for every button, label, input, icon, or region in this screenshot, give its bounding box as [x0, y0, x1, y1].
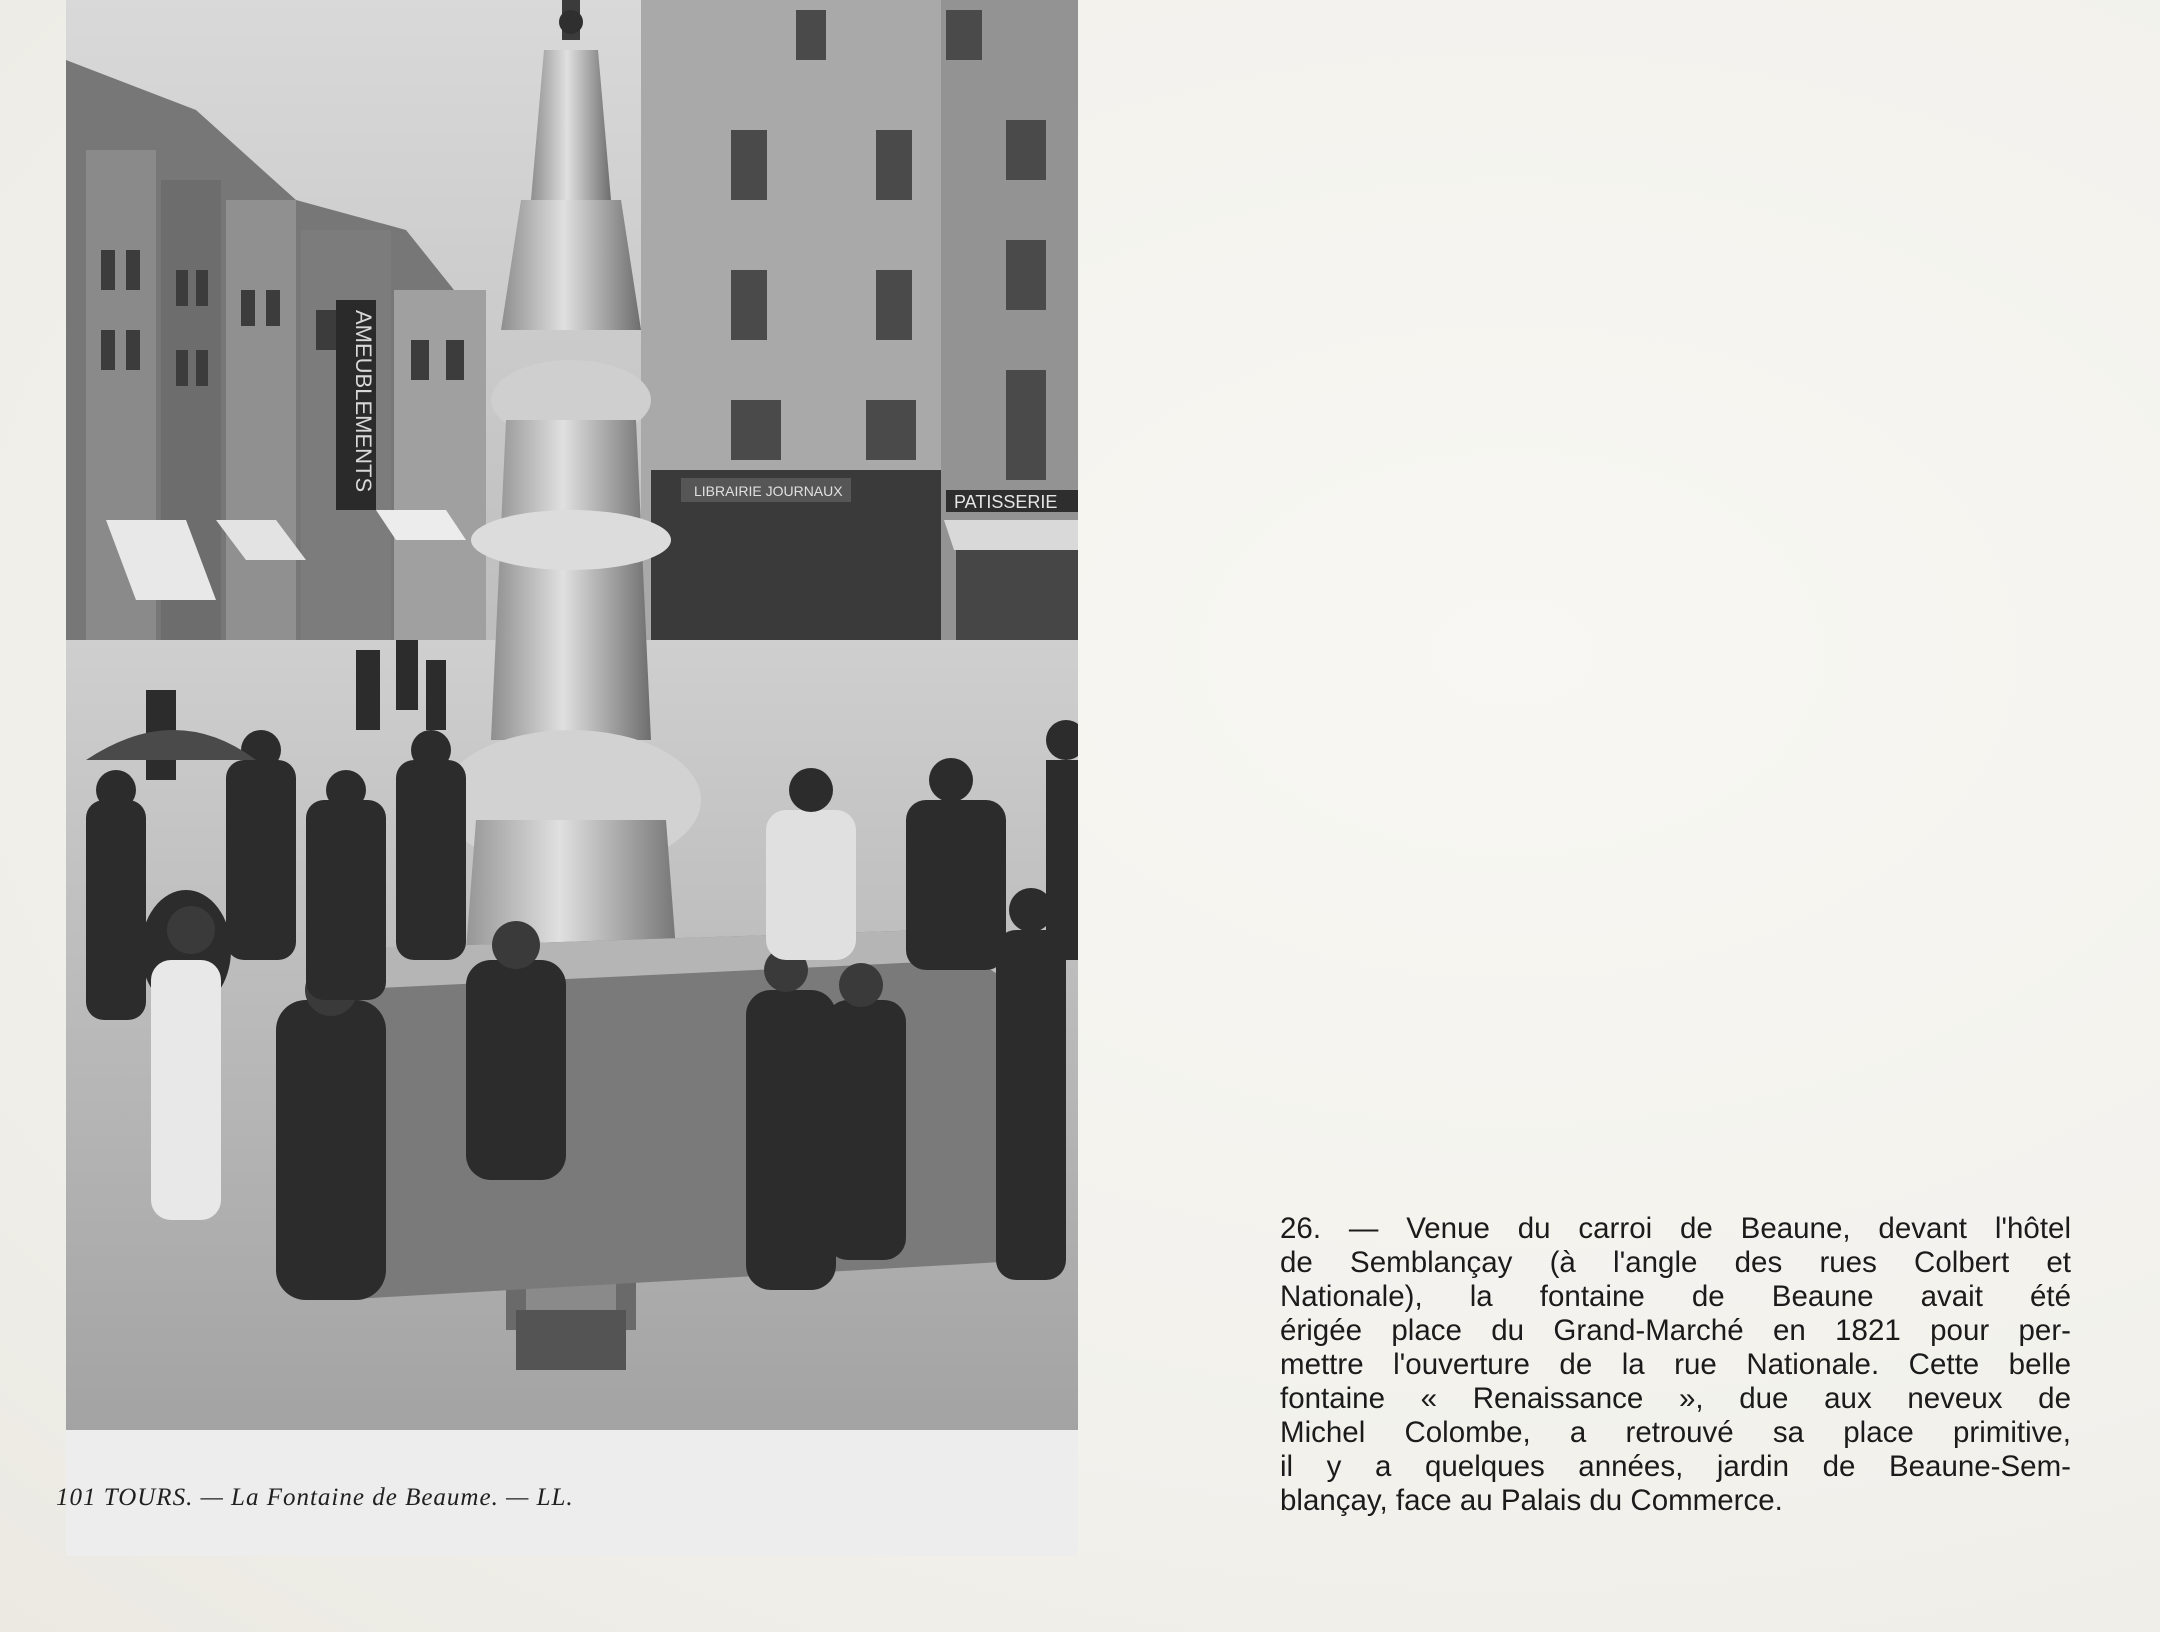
text-line: de Semblançay (à l'angle des rues Colbert et [1280, 1246, 2071, 1279]
vertical-shop-sign: AMEUBLEMENTS [351, 310, 376, 493]
description-paragraph [1280, 1212, 2071, 1518]
text-line: Michel Colombe, a retrouvé sa place primitive, [1280, 1416, 2071, 1449]
fountain-illustration [66, 0, 1078, 1556]
postcard-caption: 101 TOURS. — La Fontaine de Beaume. — LL. [56, 1484, 574, 1511]
text-line: 26. — Venue du carroi de Beaune, devant l'hôtel [1280, 1212, 2071, 1245]
text-line: fontaine « Renaissance », due aux neveux de [1280, 1382, 2071, 1415]
patisserie-sign: PATISSERIE [954, 492, 1058, 512]
postcard-photo [66, 0, 1078, 1556]
text-line: érigée place du Grand-Marché en 1821 pour per- [1280, 1314, 2071, 1347]
bookshop-sign: LIBRAIRIE JOURNAUX [694, 483, 843, 499]
text-line: il y a quelques années, jardin de Beaune-Sem- [1280, 1450, 2071, 1483]
text-line: blançay, face au Palais du Commerce. [1280, 1484, 1783, 1517]
text-line: Nationale), la fontaine de Beaune avait été [1280, 1280, 2071, 1313]
text-line: mettre l'ouverture de la rue Nationale. Cette belle [1280, 1348, 2071, 1381]
